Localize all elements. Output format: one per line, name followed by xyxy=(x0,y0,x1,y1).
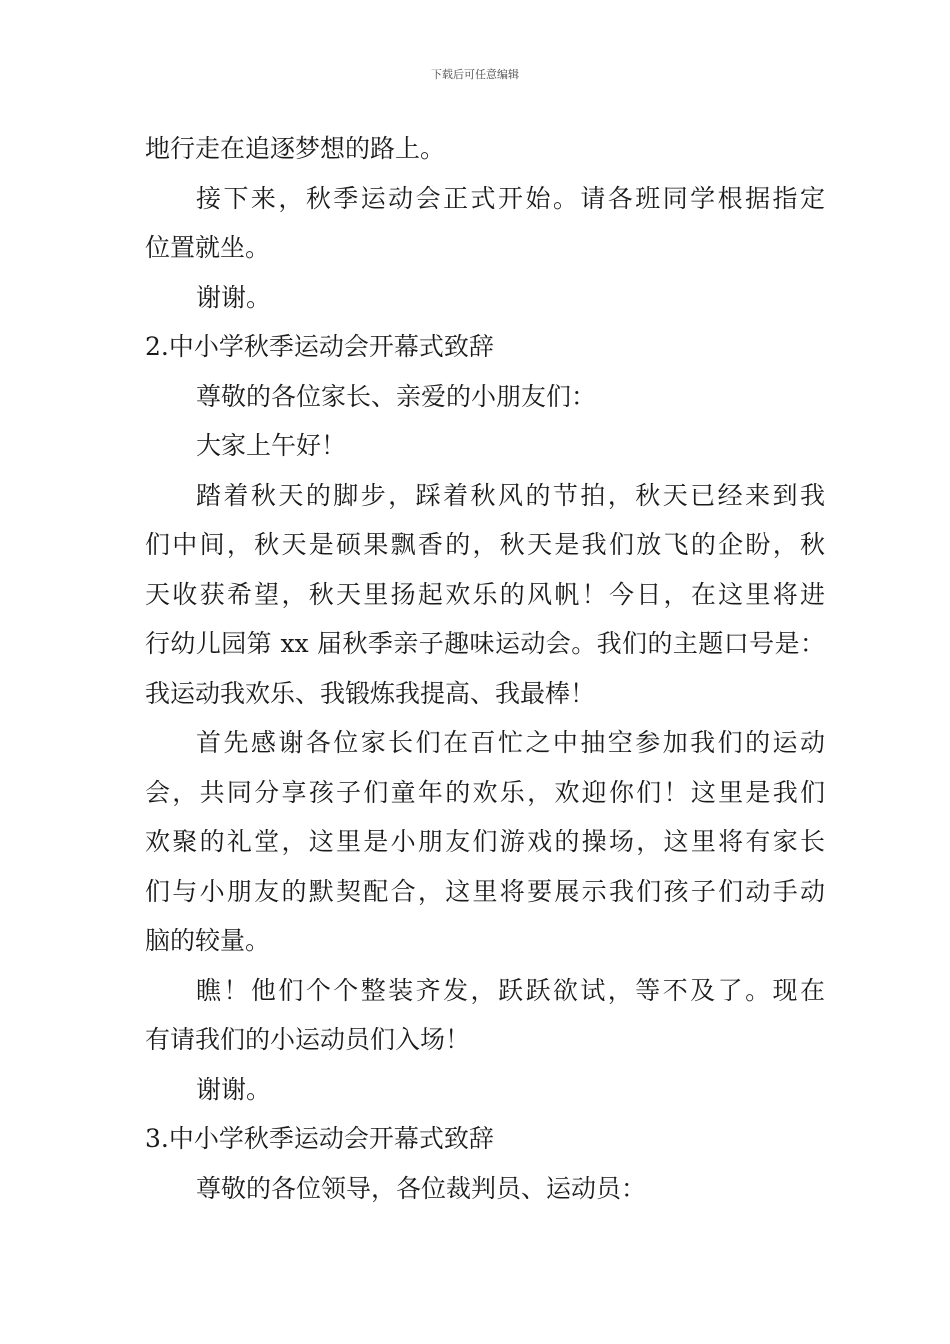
text-line: 谢谢。 xyxy=(196,1074,272,1104)
text-line: 天收获希望，秋天里扬起欢乐的风帆！今日，在这里将进 xyxy=(145,579,825,609)
text-line: 地行走在追逐梦想的路上。 xyxy=(145,134,446,163)
document-body xyxy=(145,124,825,1213)
text-line: 欢聚的礼堂，这里是小朋友们游戏的操场，这里将有家长 xyxy=(145,827,825,856)
text-line: 首先感谢各位家长们在百忙之中抽空参加我们的运动 xyxy=(196,728,825,757)
text-line: 踏着秋天的脚步，踩着秋风的节拍，秋天已经来到我 xyxy=(196,480,825,510)
text-line: 尊敬的各位领导，各位裁判员、运动员： xyxy=(196,1173,647,1203)
text-line: 位置就坐。 xyxy=(145,233,271,262)
text-line: 瞧！他们个个整装齐发，跃跃欲试，等不及了。现在 xyxy=(196,975,825,1005)
text-line: 我运动我欢乐、我锻炼我提高、我最棒！ xyxy=(145,678,596,708)
text-line: 行幼儿园第 xx 届秋季亲子趣味运动会。我们的主题口号是： xyxy=(145,629,825,658)
text-line: 大家上午好！ xyxy=(196,431,347,460)
text-line: 脑的较量。 xyxy=(145,926,271,955)
text-line: 接下来，秋季运动会正式开始。请各班同学根据指定 xyxy=(196,183,825,213)
page-header: 下载后可任意编辑 xyxy=(431,68,519,81)
section-heading: 3.中小学秋季运动会开幕式致辞 xyxy=(145,1124,494,1153)
text-line: 尊敬的各位家长、亲爱的小朋友们： xyxy=(196,381,597,411)
text-line: 会，共同分享孩子们童年的欢乐，欢迎你们！这里是我们 xyxy=(145,777,825,807)
text-line: 们中间，秋天是硕果飘香的，秋天是我们放飞的企盼，秋 xyxy=(145,530,825,559)
text-line: 有请我们的小运动员们入场！ xyxy=(145,1025,471,1054)
section-heading: 2.中小学秋季运动会开幕式致辞 xyxy=(145,332,494,361)
text-line: 们与小朋友的默契配合，这里将要展示我们孩子们动手动 xyxy=(145,876,825,906)
text-line: 谢谢。 xyxy=(196,282,272,312)
